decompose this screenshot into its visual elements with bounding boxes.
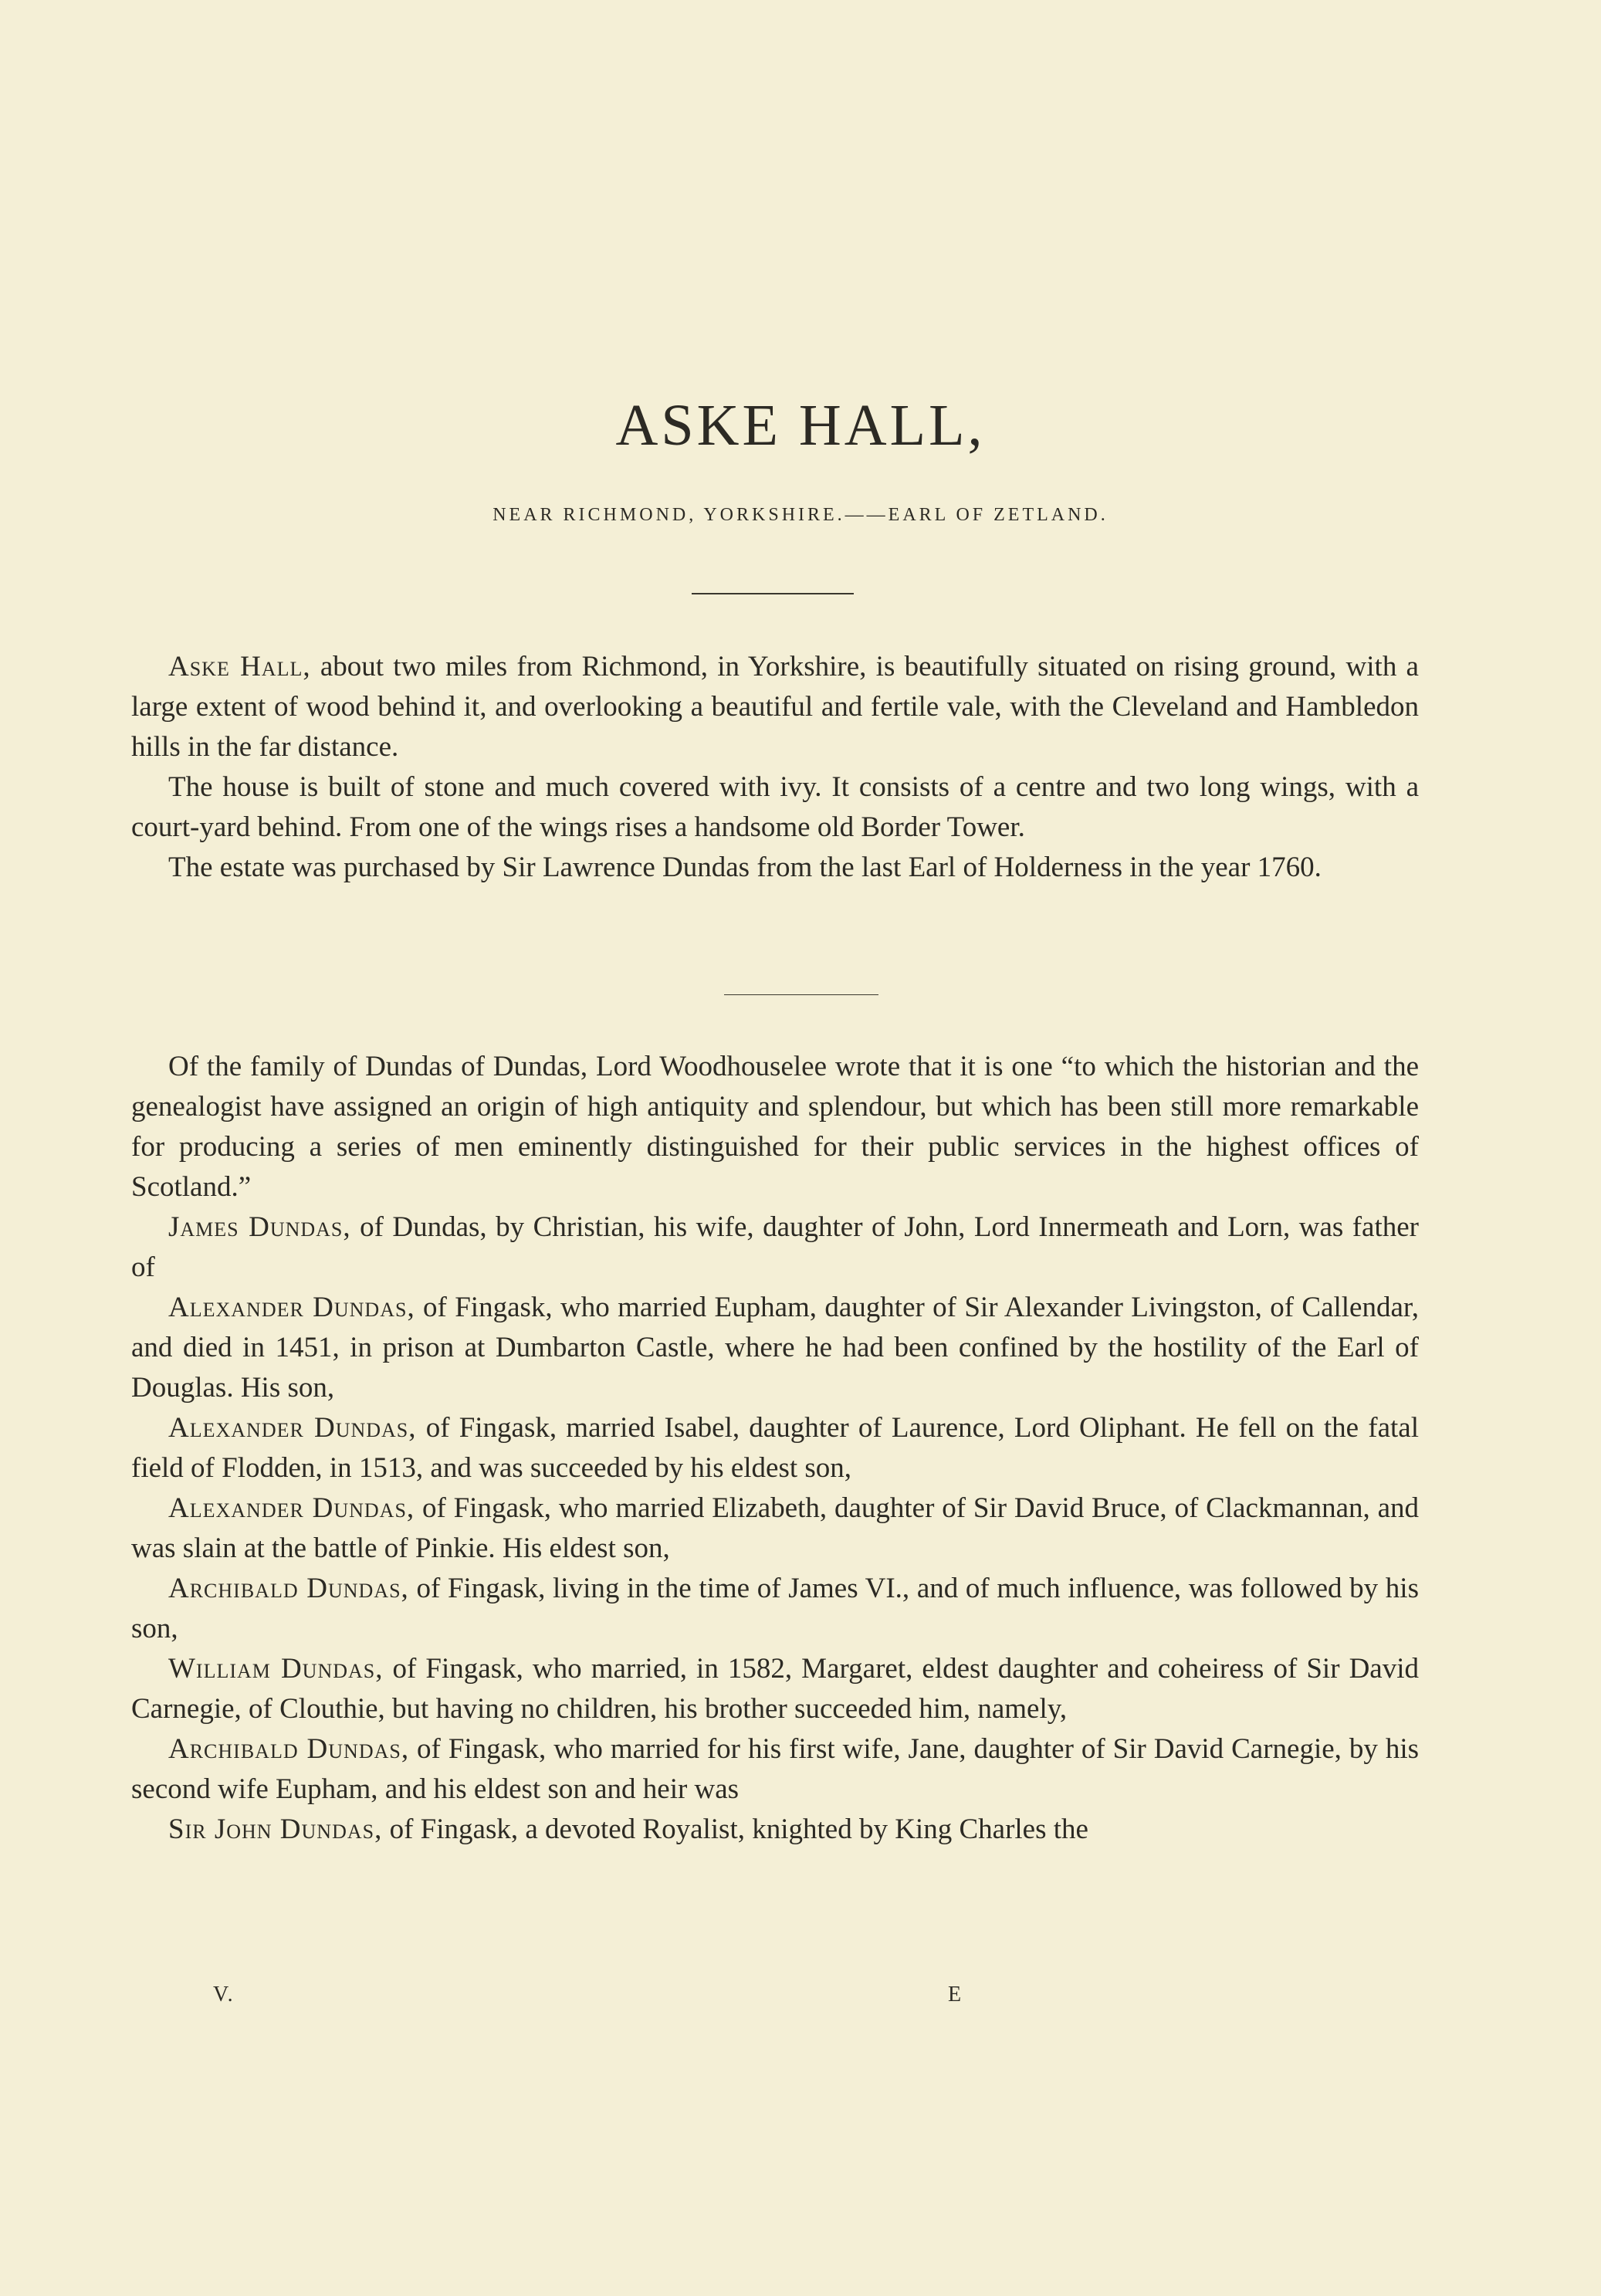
- paragraph-lead: Aske Hall,: [168, 651, 311, 682]
- paragraph: [131, 1569, 1419, 1649]
- paragraph: [131, 1810, 1419, 1850]
- page-title: ASKE HALL,: [615, 393, 986, 458]
- paragraph-lead: William Dundas,: [168, 1653, 384, 1685]
- section-estate: [131, 647, 1419, 888]
- paragraph: [131, 1047, 1419, 1207]
- paragraph: [131, 1288, 1419, 1408]
- paragraph-text: Of the family of Dundas of Dundas, Lord Woodhouselee wrote that it is one “to which the historian and the genealogist have assigned an origin of high antiquity and splendour, but which has been still more remarkable for producing a series of men eminently distinguished for their public services in the highest offices of Scotland.”: [131, 1051, 1419, 1203]
- paragraph-text: of Fingask, who married Elizabeth, daughter of Sir David Bruce, of Clackmannan, and was slain at the battle of Pinkie. His eldest son,: [131, 1492, 1419, 1564]
- paragraph-text: of Fingask, who married, in 1582, Margaret, eldest daughter and coheiress of Sir David Carnegie, of Clouthie, but having no children, his brother succeeded him, namely,: [131, 1653, 1419, 1725]
- title-rule: [692, 593, 854, 594]
- paragraph-text: of Fingask, married Isabel, daughter of Laurence, Lord Oliphant. He fell on the fatal field of Flodden, in 1513, and was succeeded by his eldest son,: [131, 1412, 1419, 1484]
- signature-left: V.: [213, 1983, 235, 2006]
- section-rule: [724, 994, 878, 995]
- paragraph-text: of Fingask, living in the time of James VI., and of much influence, was followed by his son,: [131, 1573, 1419, 1644]
- page-subtitle: NEAR RICHMOND, YORKSHIRE.——EARL OF ZETLAND.: [492, 505, 1109, 525]
- paragraph: [131, 848, 1419, 888]
- signature-right: E: [948, 1983, 963, 2006]
- paragraph: [131, 647, 1419, 767]
- paragraph-lead: Archibald Dundas,: [168, 1733, 410, 1765]
- section-family: [131, 1047, 1419, 1850]
- paragraph-text: The estate was purchased by Sir Lawrence Dundas from the last Earl of Holderness in the year 1760.: [168, 852, 1322, 883]
- paragraph-lead: Alexander Dundas,: [168, 1492, 415, 1524]
- paragraph-text: The house is built of stone and much covered with ivy. It consists of a centre and two long wings, with a court-yard behind. From one of the wings rises a handsome old Border Tower.: [131, 771, 1419, 843]
- paragraph-text: of Dundas, by Christian, his wife, daughter of John, Lord Innermeath and Lorn, was father of: [131, 1211, 1419, 1283]
- paragraph-text: of Fingask, who married for his first wife, Jane, daughter of Sir David Carnegie, by his second wife Eupham, and his eldest son and heir was: [131, 1733, 1419, 1805]
- paragraph-lead: Alexander Dundas,: [168, 1412, 417, 1444]
- paragraph: [131, 767, 1419, 848]
- paragraph-lead: Sir John Dundas,: [168, 1813, 383, 1845]
- paragraph: [131, 1488, 1419, 1569]
- paragraph-lead: Alexander Dundas,: [168, 1292, 415, 1323]
- paragraph: [131, 1649, 1419, 1729]
- paragraph-text: of Fingask, a devoted Royalist, knighted by King Charles the: [382, 1813, 1088, 1845]
- paragraph: [131, 1408, 1419, 1488]
- paragraph: [131, 1729, 1419, 1810]
- paragraph-text: about two miles from Richmond, in Yorkshire, is beautifully situated on rising ground, with a large extent of wood behind it, and overlooking a beautiful and fertile vale, with the Cleveland and Hambledon hills in the far distance.: [131, 651, 1419, 763]
- paragraph-text: of Fingask, who married Eupham, daughter of Sir Alexander Livingston, of Callendar, and died in 1451, in prison at Dumbarton Castle, where he had been confined by the hostility of the Earl of Douglas. His son,: [131, 1292, 1419, 1404]
- paragraph-lead: Archibald Dundas,: [168, 1573, 409, 1604]
- paragraph-lead: James Dundas,: [168, 1211, 351, 1243]
- paragraph: [131, 1207, 1419, 1288]
